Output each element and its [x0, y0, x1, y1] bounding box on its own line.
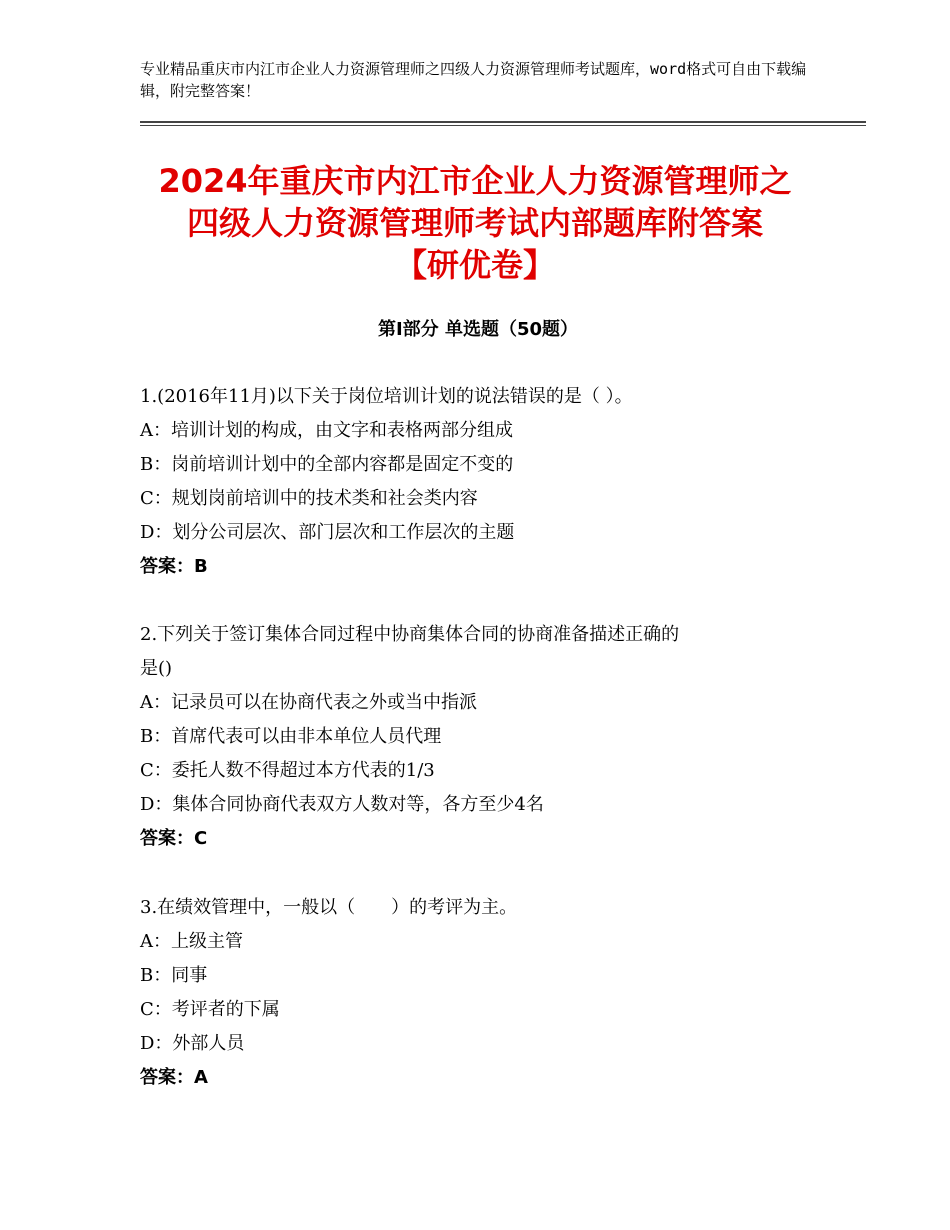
answer: 答案：A	[140, 1067, 208, 1088]
section-heading: 第Ⅰ部分 单选题（50题）	[377, 319, 578, 340]
option-c: C：规划岗前培训中的技术类和社会类内容	[140, 488, 478, 509]
question-stem: 3.在绩效管理中，一般以（ ）的考评为主。	[140, 897, 518, 918]
title-line-1: 2024年重庆市内江市企业人力资源管理师之	[158, 162, 792, 200]
option-d: D：外部人员	[140, 1033, 245, 1054]
header-rule-thick	[140, 121, 866, 123]
question-1	[140, 380, 816, 584]
option-d: D：集体合同协商代表双方人数对等，各方至少4名	[140, 794, 544, 815]
question-2	[140, 618, 816, 856]
option-d: D：划分公司层次、部门层次和工作层次的主题	[140, 522, 515, 543]
question-stem-line-2: 是()	[140, 658, 173, 679]
title-line-3: 【研优卷】	[394, 246, 555, 284]
option-b: B：同事	[140, 965, 208, 986]
option-a: A：培训计划的构成，由文字和表格两部分组成	[140, 420, 513, 441]
option-a: A：记录员可以在协商代表之外或当中指派	[140, 692, 477, 713]
option-b: B：岗前培训计划中的全部内容都是固定不变的	[140, 454, 514, 475]
option-b: B：首席代表可以由非本单位人员代理	[140, 726, 442, 747]
document-title	[100, 160, 850, 286]
header-rule-thin	[140, 125, 866, 126]
option-a: A：上级主管	[140, 931, 243, 952]
question-stem-line-1: 2.下列关于签订集体合同过程中协商集体合同的协商准备描述正确的	[140, 624, 680, 645]
option-c: C：考评者的下属	[140, 999, 280, 1020]
question-stem: 1.(2016年11月)以下关于岗位培训计划的说法错误的是（ ）。	[140, 386, 633, 407]
answer: 答案：B	[140, 556, 208, 577]
answer: 答案：C	[140, 828, 208, 849]
title-line-2: 四级人力资源管理师考试内部题库附答案	[186, 204, 763, 242]
option-c: C：委托人数不得超过本方代表的1/3	[140, 760, 435, 781]
header-note: 专业精品重庆市内江市企业人力资源管理师之四级人力资源管理师考试题库，word格式可自由下载编辑，附完整答案！	[140, 60, 807, 100]
question-3	[140, 891, 816, 1095]
